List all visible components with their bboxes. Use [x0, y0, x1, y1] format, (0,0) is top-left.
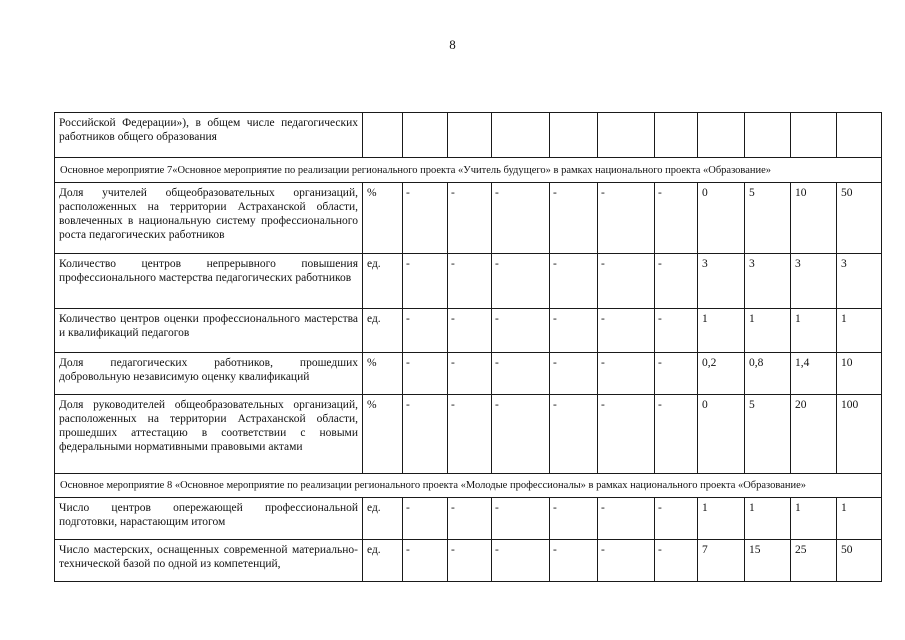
value-cell: 3: [791, 254, 837, 309]
value-cell: 0: [698, 395, 745, 474]
value-cell: -: [403, 353, 448, 395]
value-cell: -: [598, 395, 655, 474]
unit-cell: %: [363, 183, 403, 254]
table-row: [55, 395, 882, 474]
value-cell: -: [492, 498, 550, 540]
indicator-name: Доля педагогических работников, прошедших добровольную независимую оценку квалификаций: [55, 353, 363, 395]
value-cell: -: [550, 498, 598, 540]
value-cell: 50: [837, 183, 882, 254]
value-cell: -: [448, 540, 492, 582]
indicator-name: Доля руководителей общеобразовательных организаций, расположенных на территории Астраханской области, прошедших аттестацию в соответствии с новыми федеральными нормативными правовыми актами: [55, 395, 363, 474]
value-cell: -: [448, 498, 492, 540]
unit-cell: %: [363, 353, 403, 395]
value-cell: -: [448, 353, 492, 395]
table-row: [55, 183, 882, 254]
value-cell: -: [598, 309, 655, 353]
page-number: 8: [449, 37, 456, 52]
indicator-name: Доля учителей общеобразовательных организаций, расположенных на территории Астраханской области, вовлеченных в национальную систему профессионального роста педагогических работников: [55, 183, 363, 254]
value-cell: 10: [837, 353, 882, 395]
value-cell: 1: [791, 498, 837, 540]
value-cell: -: [448, 309, 492, 353]
value-cell: -: [492, 254, 550, 309]
value-cell: 3: [837, 254, 882, 309]
table-row: [55, 353, 882, 395]
indicator-name: Количество центров оценки профессионального мастерства и квалификаций педагогов: [55, 309, 363, 353]
value-cell: 100: [837, 395, 882, 474]
indicator-name: Число мастерских, оснащенных современной материально-технической базой по одной из компетенций,: [55, 540, 363, 582]
value-cell: -: [403, 254, 448, 309]
indicator-name: Число центров опережающей профессиональной подготовки, нарастающим итогом: [55, 498, 363, 540]
value-cell: 5: [745, 395, 791, 474]
indicator-name: Количество центров непрерывного повышения профессионального мастерства педагогических работников: [55, 254, 363, 309]
value-cell: -: [550, 254, 598, 309]
value-cell: 1: [837, 309, 882, 353]
value-cell: 3: [745, 254, 791, 309]
value-cell: -: [448, 183, 492, 254]
value-cell: -: [598, 353, 655, 395]
value-cell: -: [550, 353, 598, 395]
value-cell: 50: [837, 540, 882, 582]
value-cell: -: [550, 309, 598, 353]
value-cell: -: [492, 353, 550, 395]
value-cell: -: [403, 183, 448, 254]
value-cell: -: [655, 498, 698, 540]
value-cell: -: [598, 498, 655, 540]
value-cell: 7: [698, 540, 745, 582]
value-cell: -: [492, 540, 550, 582]
value-cell: 1: [791, 309, 837, 353]
value-cell: -: [655, 353, 698, 395]
unit-cell: ед.: [363, 498, 403, 540]
table-row: [55, 254, 882, 309]
value-cell: 0,8: [745, 353, 791, 395]
unit-cell: %: [363, 395, 403, 474]
section-title-8: Основное мероприятие 8 «Основное мероприятие по реализации регионального проекта «Молодые профессионалы» в рамках национального проекта «Образование»: [55, 474, 882, 498]
value-cell: -: [492, 395, 550, 474]
value-cell: -: [492, 309, 550, 353]
value-cell: -: [655, 183, 698, 254]
table-row: [55, 498, 882, 540]
value-cell: 1,4: [791, 353, 837, 395]
unit-cell: ед.: [363, 540, 403, 582]
table-row: [55, 309, 882, 353]
value-cell: -: [655, 395, 698, 474]
value-cell: -: [448, 395, 492, 474]
table-row: [55, 540, 882, 582]
value-cell: -: [550, 540, 598, 582]
value-cell: -: [598, 183, 655, 254]
value-cell: 0: [698, 183, 745, 254]
table-row: [55, 113, 882, 158]
value-cell: -: [448, 254, 492, 309]
value-cell: -: [550, 395, 598, 474]
value-cell: 0,2: [698, 353, 745, 395]
value-cell: 1: [837, 498, 882, 540]
value-cell: 20: [791, 395, 837, 474]
value-cell: -: [403, 498, 448, 540]
value-cell: 1: [745, 309, 791, 353]
continuation-indicator-name: Российской Федерации»), в общем числе педагогических работников общего образования: [55, 113, 363, 158]
value-cell: 5: [745, 183, 791, 254]
value-cell: -: [598, 254, 655, 309]
value-cell: -: [655, 540, 698, 582]
section-row: [55, 474, 882, 498]
value-cell: 1: [698, 498, 745, 540]
value-cell: 25: [791, 540, 837, 582]
unit-cell: ед.: [363, 254, 403, 309]
value-cell: 15: [745, 540, 791, 582]
value-cell: -: [403, 395, 448, 474]
value-cell: -: [655, 309, 698, 353]
value-cell: 10: [791, 183, 837, 254]
value-cell: -: [598, 540, 655, 582]
value-cell: -: [403, 309, 448, 353]
value-cell: 1: [698, 309, 745, 353]
unit-cell: ед.: [363, 309, 403, 353]
section-row: [55, 158, 882, 183]
value-cell: -: [403, 540, 448, 582]
section-title-7: Основное мероприятие 7«Основное мероприятие по реализации регионального проекта «Учитель будущего» в рамках национального проекта «Образование»: [55, 158, 882, 183]
value-cell: 1: [745, 498, 791, 540]
value-cell: -: [492, 183, 550, 254]
value-cell: -: [550, 183, 598, 254]
indicators-table: [54, 112, 882, 582]
value-cell: 3: [698, 254, 745, 309]
value-cell: -: [655, 254, 698, 309]
